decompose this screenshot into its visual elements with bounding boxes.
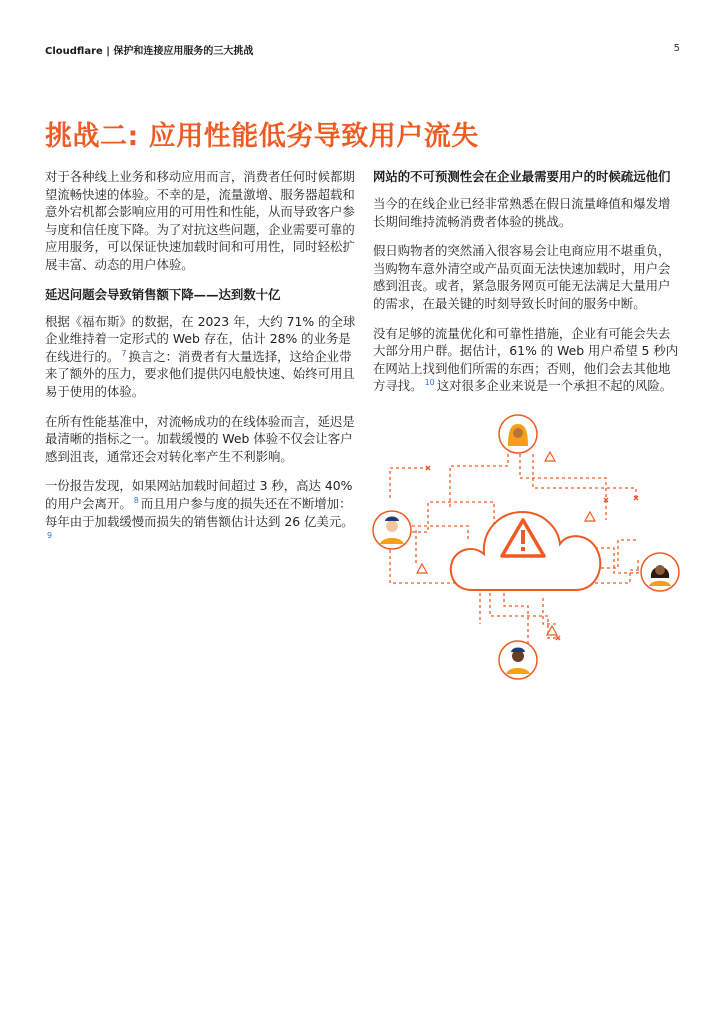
- shoppers-paragraph: 假日购物者的突然涌入很容易会让电商应用不堪重负，当购物车意外清空或产品页面无法快速加载时，用户会感到沮丧。或者，紧急服务网页可能无法满足大量用户的需求，在最关键的时刻导致长时间的服务中断。: [373, 243, 671, 311]
- optimization-paragraph: [373, 325, 681, 395]
- footnote-ref-8[interactable]: 8: [133, 495, 139, 505]
- footnote-ref-7[interactable]: 7: [121, 348, 127, 358]
- forbes-text-b: 换言之：消费者有大量选择，这给企业带来了额外的压力，要求他们提供闪电般快速、始终可用且易于使用的体验。: [45, 348, 355, 399]
- page-number: 5: [673, 43, 680, 54]
- forbes-text-a: 根据《福布斯》的数据，在 2023 年，大约 71% 的全球企业维持着一定形式的 Web 存在，估计 28% 的业务是在线进行的。: [45, 313, 356, 364]
- document-header: Cloudflare | 保护和连接应用服务的三大挑战: [45, 46, 254, 57]
- user-avatar-icon: [641, 553, 679, 591]
- section-heading-unpredictability: 网站的不可预测性会在企业最需要用户的时候疏远他们: [373, 169, 671, 184]
- user-avatar-icon: [499, 415, 537, 453]
- footnote-ref-9[interactable]: 9: [47, 531, 53, 541]
- page-title: 挑战二: 应用性能低劣导致用户流失: [45, 121, 479, 152]
- section-heading-latency: 延迟问题会导致销售额下降——达到数十亿: [45, 286, 281, 302]
- forbes-paragraph: [45, 313, 357, 401]
- right-column: [373, 168, 681, 407]
- report-paragraph: [45, 477, 357, 547]
- optimization-text-b: 这对很多企业来说是一个承担不起的风险。: [436, 378, 673, 394]
- holiday-paragraph: 当今的在线企业已经非常熟悉在假日流量峰值和爆发增长期间维持流畅消费者体验的挑战。: [373, 196, 671, 229]
- left-column: [45, 168, 357, 560]
- footnote-ref-10[interactable]: 10: [424, 378, 435, 388]
- user-avatar-icon: [499, 641, 537, 679]
- user-avatar-icon: [373, 511, 411, 549]
- intro-paragraph: 对于各种线上业务和移动应用而言，消费者任何时候都期望流畅快速的体验。不幸的是，流量激增、服务器超载和意外宕机都会影响应用的可用性和性能，从而导致客户参与度和信任度下降。为了对抗这些问题，企业需要可靠的应用服务，可以保证快速加载时间和可用性，同时轻松扩展丰富、动态的用户体验。: [45, 169, 355, 272]
- report-text-b: 而且用户参与度的损失还在不断增加：每年由于加载缓慢而损失的销售额估计达到 26 亿美元。: [45, 495, 354, 529]
- latency-paragraph: 在所有性能基准中，对流畅成功的在线体验而言，延迟是最清晰的指标之一。加载缓慢的 Web 体验不仅会让客户感到沮丧，通常还会对转化率产生不利影响。: [45, 413, 355, 464]
- report-text-a: 一份报告发现，如果网站加载时间超过 3 秒，高达 40% 的用户会离开。: [45, 478, 353, 511]
- network-illustration: [368, 408, 688, 688]
- optimization-text-a: 没有足够的流量优化和可靠性措施，企业有可能会失去大部分用户群。据估计，61% 的 Web 用户希望 5 秒内在网站上找到他们所需的东西；否则，他们会去其他地方寻找。: [373, 325, 679, 394]
